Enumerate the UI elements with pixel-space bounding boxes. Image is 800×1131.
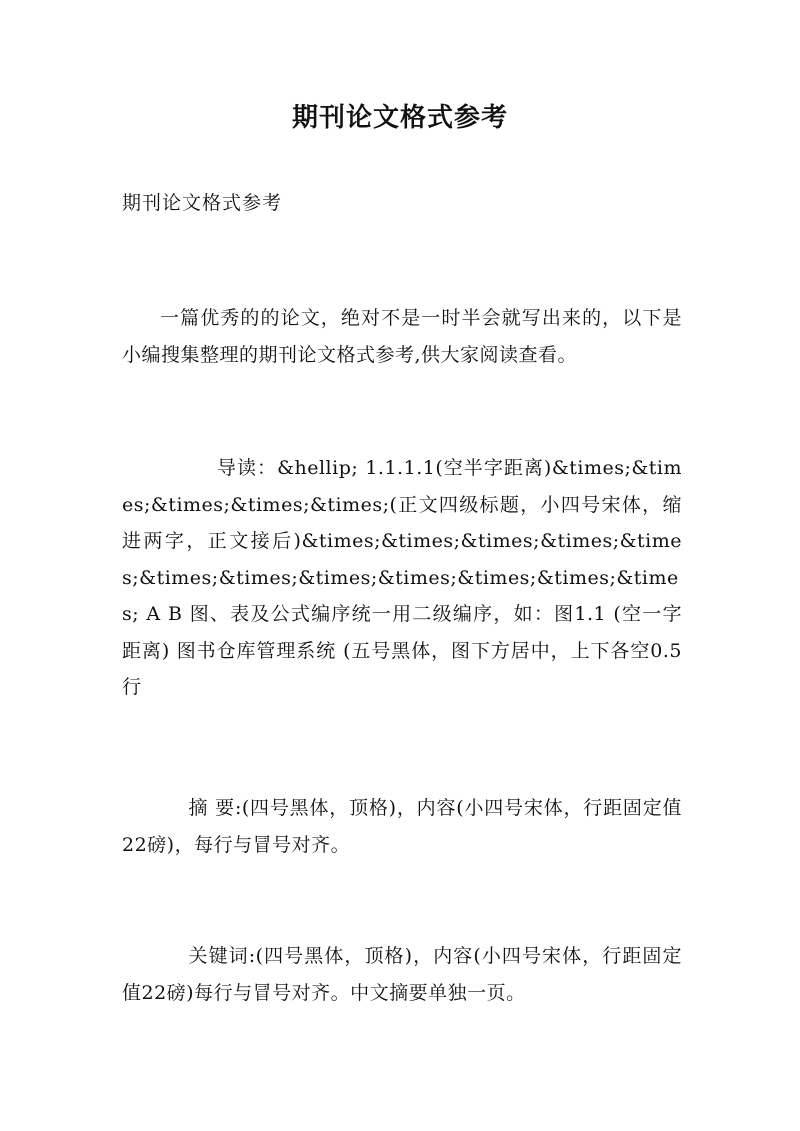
paragraph-intro: 一篇优秀的的论文，绝对不是一时半会就写出来的，以下是小编搜集整理的期刊论文格式参考,供大家阅读查看。 <box>122 307 682 366</box>
paragraph-abstract: 摘 要:(四号黑体，顶格)，内容(小四号宋体，行距固定值22磅)，每行与冒号对齐。 <box>122 797 682 856</box>
document-title: 期刊论文格式参考 <box>291 103 508 133</box>
document-subtitle: 期刊论文格式参考 <box>122 192 283 214</box>
paragraph-keywords: 关键词:(四号黑体，顶格)，内容(小四号宋体，行距固定值22磅)每行与冒号对齐。中文摘要单独一页。 <box>122 945 682 1004</box>
paragraph-guide: 导读：&hellip; 1.1.1.1(空半字距离)&times;&times;&times;&times;&times;(正文四级标题，小四号宋体，缩进两字，正文接后)&times;&times;&times;&times;&times;&times;&times;&times;&times;&times;&times;&times; A B 图、表及公式编序统一用二级编序，如：图1.1 (空一字距离) 图书仓库管理系统 (五号黑体，图下方居中，上下各空0.5行 <box>122 457 682 698</box>
